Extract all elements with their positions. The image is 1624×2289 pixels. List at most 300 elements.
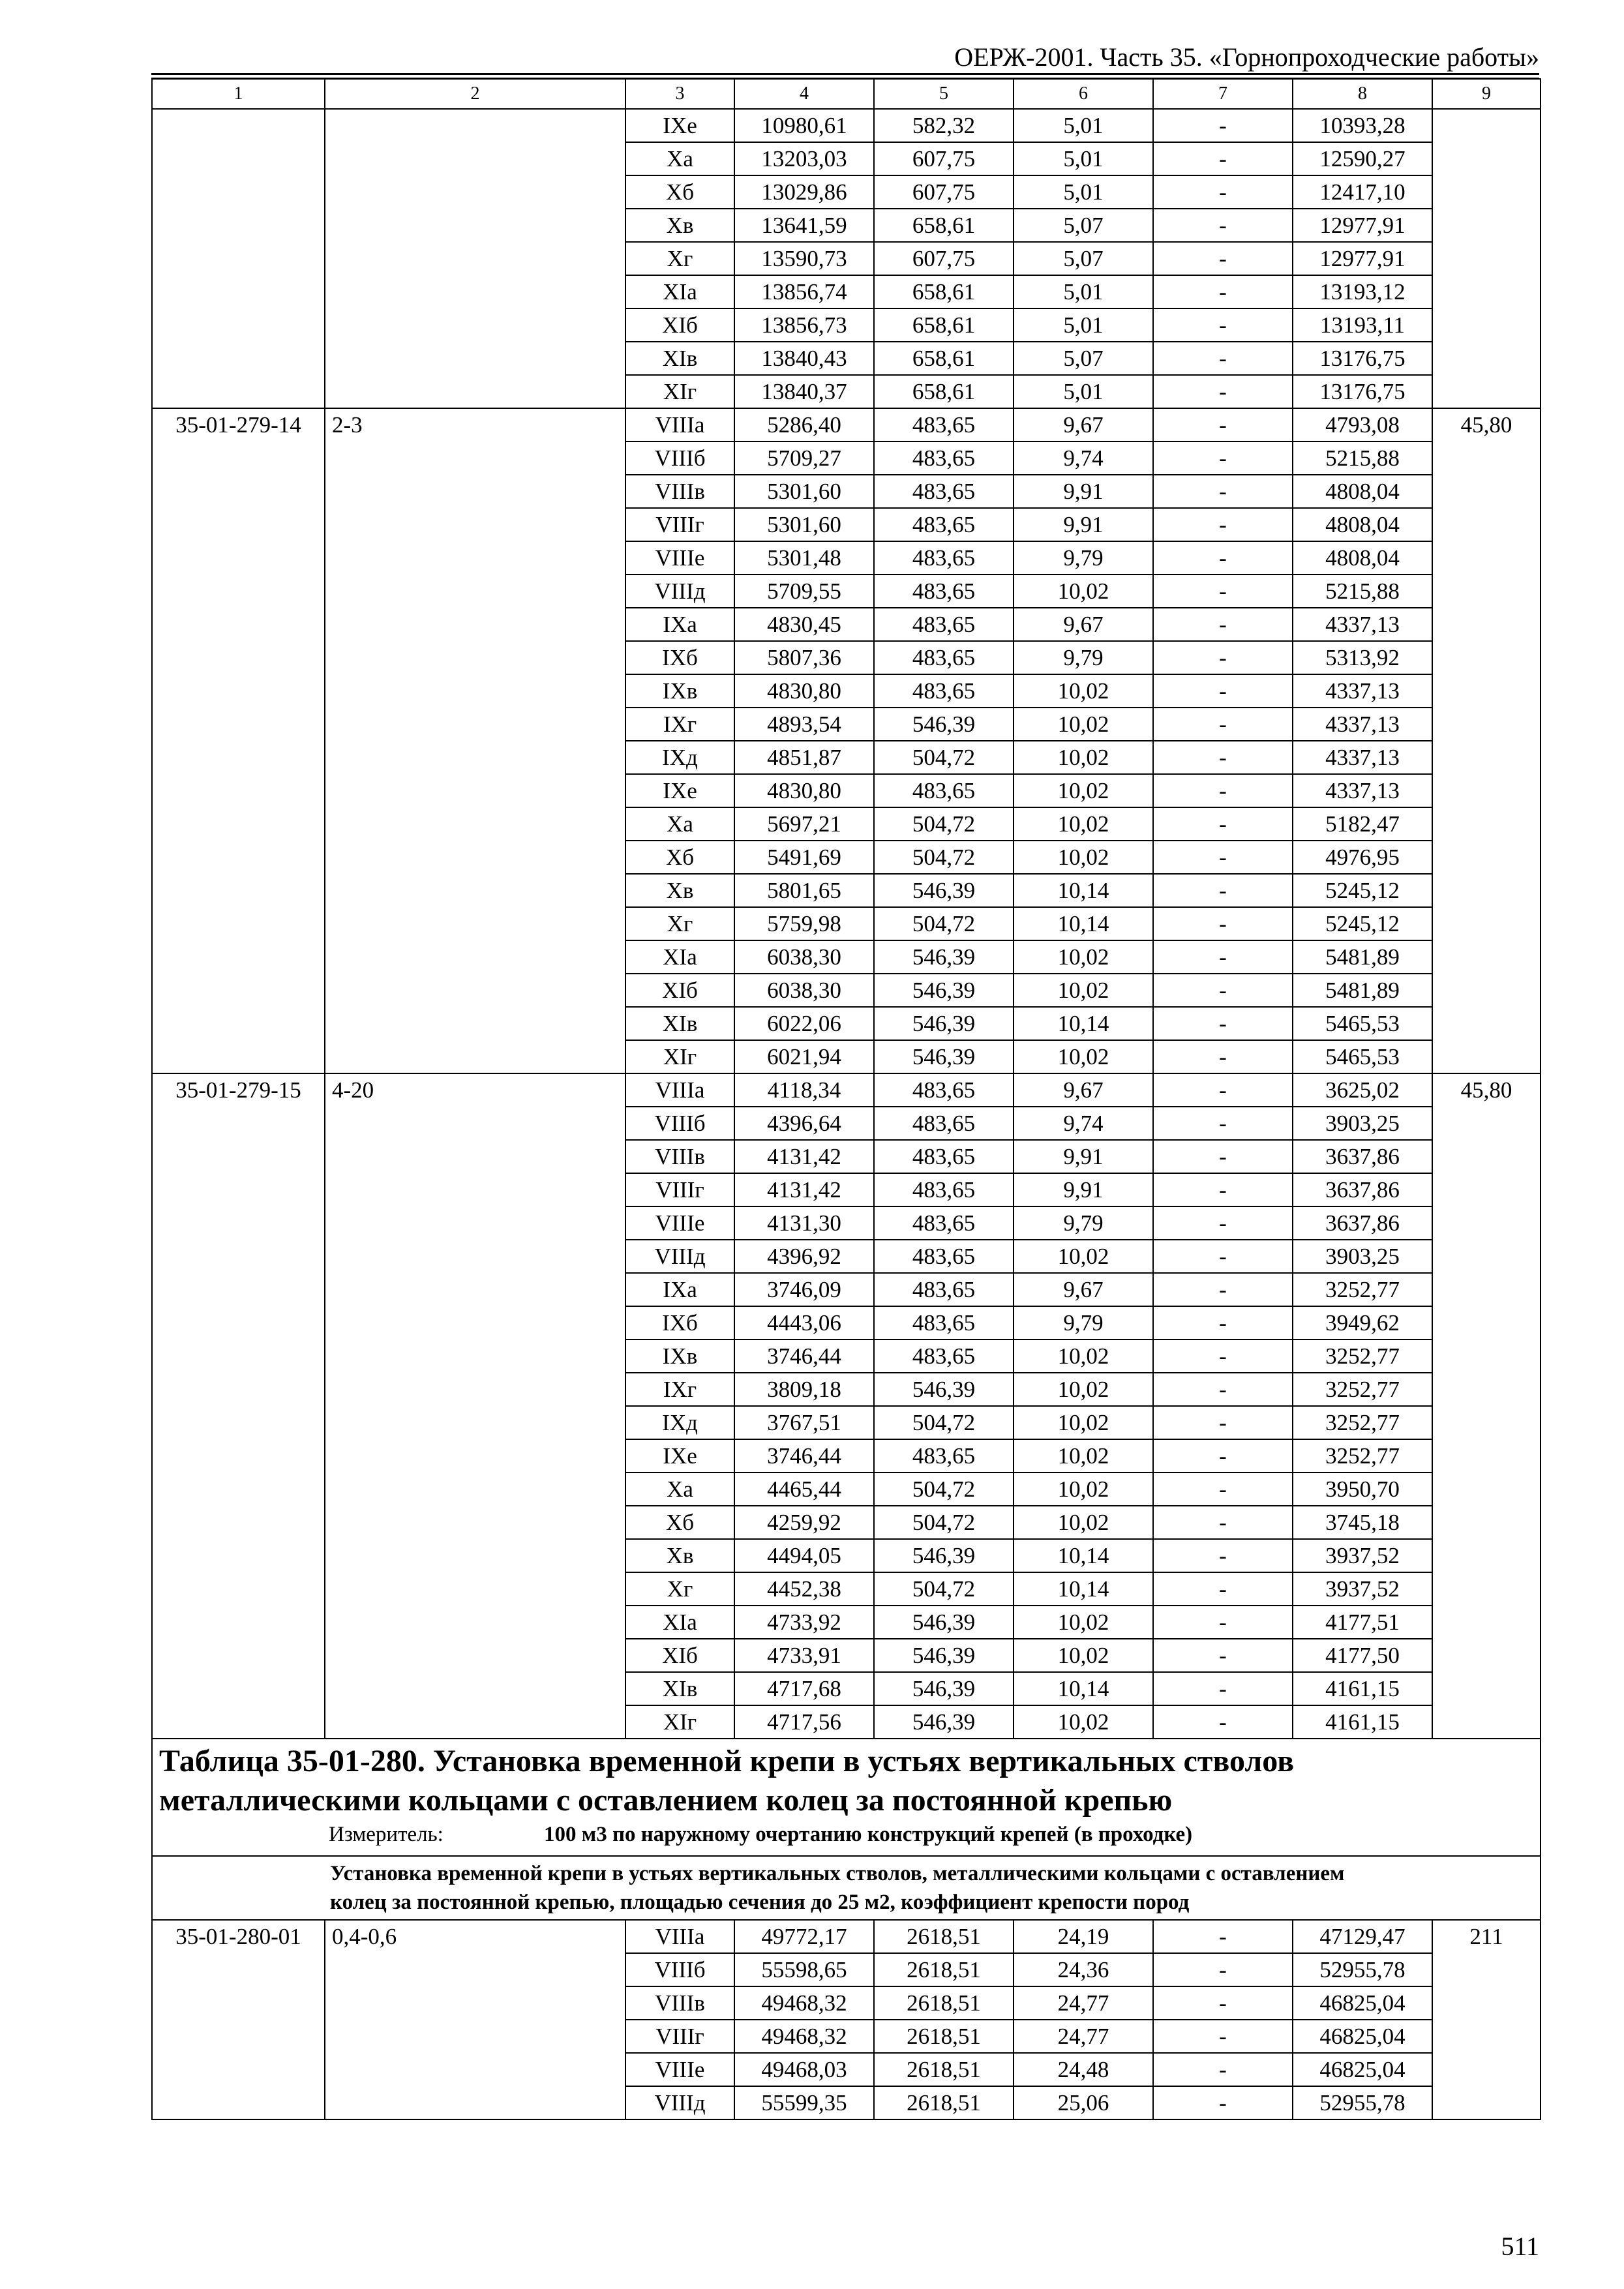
total-cost-cell: 5301,60 — [734, 508, 874, 541]
soil-group-cell: Xг — [625, 1572, 734, 1606]
soil-group-cell: XIб — [625, 1639, 734, 1672]
total-cost-cell: 5301,48 — [734, 541, 874, 575]
materials-cell: 46825,04 — [1293, 2053, 1432, 2086]
wages-cell: 504,72 — [874, 907, 1014, 940]
materials-cell: 3937,52 — [1293, 1539, 1432, 1572]
wages-cell: 546,39 — [874, 1606, 1014, 1639]
machines-cell: 9,74 — [1014, 441, 1153, 475]
subsection-header — [152, 1856, 1541, 1920]
wages-cell: 483,65 — [874, 774, 1014, 807]
drivers-wages-cell: - — [1153, 142, 1293, 175]
soil-group-cell: VIIIд — [625, 575, 734, 608]
drivers-wages-cell: - — [1153, 774, 1293, 807]
drivers-wages-cell: - — [1153, 1240, 1293, 1273]
materials-cell: 3950,70 — [1293, 1473, 1432, 1506]
soil-group-cell: XIг — [625, 1705, 734, 1739]
machines-cell: 5,07 — [1014, 209, 1153, 242]
machines-cell: 10,14 — [1014, 1672, 1153, 1705]
subsection-line-1: Установка временной крепи в устьях вертикальных стволов, металлическими кольцами с оставлением — [330, 1862, 1345, 1885]
materials-cell: 12590,27 — [1293, 142, 1432, 175]
soil-group-cell: XIа — [625, 940, 734, 974]
soil-group-cell: IXв — [625, 674, 734, 708]
machines-cell: 10,02 — [1014, 1606, 1153, 1639]
total-cost-cell: 4396,92 — [734, 1240, 874, 1273]
machines-cell: 10,02 — [1014, 1040, 1153, 1073]
drivers-wages-cell: - — [1153, 741, 1293, 774]
materials-cell: 5465,53 — [1293, 1007, 1432, 1040]
wages-cell: 504,72 — [874, 1406, 1014, 1439]
column-number: 9 — [1432, 79, 1541, 109]
wages-cell: 546,39 — [874, 940, 1014, 974]
total-cost-cell: 4733,91 — [734, 1639, 874, 1672]
soil-group-cell: VIIIа — [625, 1920, 734, 1953]
materials-cell: 3903,25 — [1293, 1107, 1432, 1140]
wages-cell: 483,65 — [874, 1073, 1014, 1107]
unit-value-cell: 45,80 — [1432, 408, 1541, 1073]
drivers-wages-cell: - — [1153, 508, 1293, 541]
machines-cell: 10,02 — [1014, 1506, 1153, 1539]
soil-group-cell: VIIIе — [625, 1206, 734, 1240]
wages-cell: 504,72 — [874, 807, 1014, 841]
machines-cell: 24,48 — [1014, 2053, 1153, 2086]
machines-cell: 5,01 — [1014, 142, 1153, 175]
total-cost-cell: 6038,30 — [734, 974, 874, 1007]
hardness-range-cell — [325, 109, 625, 408]
rate-code-cell: 35-01-279-15 — [152, 1073, 325, 1739]
wages-cell: 504,72 — [874, 1506, 1014, 1539]
table-title-line-1: Таблица 35-01-280. Установка временной крепи в устьях вертикальных стволов — [159, 1744, 1295, 1778]
total-cost-cell: 13029,86 — [734, 175, 874, 209]
hardness-range-cell: 2-3 — [325, 408, 625, 1073]
drivers-wages-cell: - — [1153, 1639, 1293, 1672]
wages-cell: 546,39 — [874, 974, 1014, 1007]
total-cost-cell: 4830,80 — [734, 774, 874, 807]
materials-cell: 5313,92 — [1293, 641, 1432, 674]
wages-cell: 483,65 — [874, 1173, 1014, 1206]
drivers-wages-cell: - — [1153, 2053, 1293, 2086]
wages-cell: 546,39 — [874, 874, 1014, 907]
materials-cell: 4161,15 — [1293, 1705, 1432, 1739]
machines-cell: 10,14 — [1014, 1539, 1153, 1572]
soil-group-cell: IXд — [625, 741, 734, 774]
soil-group-cell: VIIIд — [625, 1240, 734, 1273]
wages-cell: 546,39 — [874, 1007, 1014, 1040]
subsection-row — [152, 1856, 1541, 1920]
materials-cell: 4793,08 — [1293, 408, 1432, 441]
total-cost-cell: 55599,35 — [734, 2086, 874, 2119]
machines-cell: 5,01 — [1014, 275, 1153, 308]
soil-group-cell: VIIIе — [625, 541, 734, 575]
total-cost-cell: 13856,74 — [734, 275, 874, 308]
materials-cell: 4337,13 — [1293, 708, 1432, 741]
machines-cell: 10,02 — [1014, 575, 1153, 608]
soil-group-cell: IXб — [625, 1306, 734, 1339]
wages-cell: 483,65 — [874, 1306, 1014, 1339]
wages-cell: 2618,51 — [874, 2020, 1014, 2053]
drivers-wages-cell: - — [1153, 275, 1293, 308]
wages-cell: 504,72 — [874, 841, 1014, 874]
soil-group-cell: XIв — [625, 1672, 734, 1705]
total-cost-cell: 3767,51 — [734, 1406, 874, 1439]
drivers-wages-cell: - — [1153, 974, 1293, 1007]
soil-group-cell: VIIIв — [625, 1140, 734, 1173]
materials-cell: 13176,75 — [1293, 375, 1432, 408]
meter-line — [329, 1820, 1533, 1849]
soil-group-cell: Xг — [625, 907, 734, 940]
soil-group-cell: VIIIб — [625, 1107, 734, 1140]
wages-cell: 658,61 — [874, 375, 1014, 408]
column-number: 8 — [1293, 79, 1432, 109]
total-cost-cell: 4893,54 — [734, 708, 874, 741]
materials-cell: 4337,13 — [1293, 741, 1432, 774]
soil-group-cell: XIг — [625, 375, 734, 408]
wages-cell: 582,32 — [874, 109, 1014, 142]
wages-cell: 504,72 — [874, 741, 1014, 774]
materials-cell: 46825,04 — [1293, 1986, 1432, 2020]
machines-cell: 10,02 — [1014, 1406, 1153, 1439]
total-cost-cell: 4733,92 — [734, 1606, 874, 1639]
drivers-wages-cell: - — [1153, 807, 1293, 841]
machines-cell: 5,01 — [1014, 308, 1153, 342]
drivers-wages-cell: - — [1153, 575, 1293, 608]
drivers-wages-cell: - — [1153, 1073, 1293, 1107]
wages-cell: 483,65 — [874, 1206, 1014, 1240]
machines-cell: 25,06 — [1014, 2086, 1153, 2119]
total-cost-cell: 4131,42 — [734, 1173, 874, 1206]
total-cost-cell: 3809,18 — [734, 1373, 874, 1406]
soil-group-cell: IXг — [625, 1373, 734, 1406]
total-cost-cell: 5807,36 — [734, 641, 874, 674]
soil-group-cell: VIIIб — [625, 441, 734, 475]
wages-cell: 483,65 — [874, 1107, 1014, 1140]
wages-cell: 483,65 — [874, 1273, 1014, 1306]
materials-cell: 13176,75 — [1293, 342, 1432, 375]
wages-cell: 483,65 — [874, 441, 1014, 475]
soil-group-cell: VIIIа — [625, 1073, 734, 1107]
meter-value: 100 м3 по наружному очертанию конструкций крепей (в проходке) — [544, 1823, 1193, 1846]
wages-cell: 546,39 — [874, 1373, 1014, 1406]
total-cost-cell: 13840,43 — [734, 342, 874, 375]
drivers-wages-cell: - — [1153, 708, 1293, 741]
machines-cell: 5,01 — [1014, 175, 1153, 209]
wages-cell: 2618,51 — [874, 1953, 1014, 1986]
materials-cell: 4808,04 — [1293, 541, 1432, 575]
drivers-wages-cell: - — [1153, 1672, 1293, 1705]
wages-cell: 546,39 — [874, 708, 1014, 741]
total-cost-cell: 5709,27 — [734, 441, 874, 475]
drivers-wages-cell: - — [1153, 1606, 1293, 1639]
hardness-range-cell: 0,4-0,6 — [325, 1920, 625, 2119]
wages-cell: 483,65 — [874, 1439, 1014, 1473]
materials-cell: 3937,52 — [1293, 1572, 1432, 1606]
wages-cell: 2618,51 — [874, 2053, 1014, 2086]
machines-cell: 10,14 — [1014, 874, 1153, 907]
drivers-wages-cell: - — [1153, 1140, 1293, 1173]
machines-cell: 10,02 — [1014, 807, 1153, 841]
materials-cell: 52955,78 — [1293, 2086, 1432, 2119]
total-cost-cell: 4465,44 — [734, 1473, 874, 1506]
machines-cell: 24,19 — [1014, 1920, 1153, 1953]
total-cost-cell: 4131,30 — [734, 1206, 874, 1240]
drivers-wages-cell: - — [1153, 940, 1293, 974]
drivers-wages-cell: - — [1153, 1007, 1293, 1040]
total-cost-cell: 49468,32 — [734, 2020, 874, 2053]
machines-cell: 10,02 — [1014, 1439, 1153, 1473]
machines-cell: 9,91 — [1014, 475, 1153, 508]
wages-cell: 607,75 — [874, 175, 1014, 209]
machines-cell: 9,91 — [1014, 508, 1153, 541]
materials-cell: 52955,78 — [1293, 1953, 1432, 1986]
materials-cell: 5245,12 — [1293, 874, 1432, 907]
wages-cell: 483,65 — [874, 508, 1014, 541]
soil-group-cell: VIIIд — [625, 2086, 734, 2119]
total-cost-cell: 4830,80 — [734, 674, 874, 708]
drivers-wages-cell: - — [1153, 1273, 1293, 1306]
header-rule — [151, 73, 1539, 78]
materials-cell: 4808,04 — [1293, 475, 1432, 508]
machines-cell: 9,79 — [1014, 641, 1153, 674]
materials-cell: 5182,47 — [1293, 807, 1432, 841]
machines-cell: 10,02 — [1014, 1639, 1153, 1672]
wages-cell: 2618,51 — [874, 1986, 1014, 2020]
wages-cell: 607,75 — [874, 142, 1014, 175]
wages-cell: 483,65 — [874, 608, 1014, 641]
machines-cell: 9,91 — [1014, 1173, 1153, 1206]
column-number: 3 — [625, 79, 734, 109]
subsection-line-2: колец за постоянной крепью, площадью сечения до 25 м2, коэффициент крепости пород — [330, 1891, 1190, 1914]
drivers-wages-cell: - — [1153, 1306, 1293, 1339]
materials-cell: 47129,47 — [1293, 1920, 1432, 1953]
soil-group-cell: VIIIа — [625, 408, 734, 441]
materials-cell: 5215,88 — [1293, 441, 1432, 475]
total-cost-cell: 49468,32 — [734, 1986, 874, 2020]
materials-cell: 4337,13 — [1293, 608, 1432, 641]
column-number: 6 — [1014, 79, 1153, 109]
drivers-wages-cell: - — [1153, 1986, 1293, 2020]
machines-cell: 10,02 — [1014, 774, 1153, 807]
total-cost-cell: 49772,17 — [734, 1920, 874, 1953]
unit-value-cell: 211 — [1432, 1920, 1541, 2119]
drivers-wages-cell: - — [1153, 1206, 1293, 1240]
total-cost-cell: 5491,69 — [734, 841, 874, 874]
drivers-wages-cell: - — [1153, 109, 1293, 142]
machines-cell: 10,02 — [1014, 1339, 1153, 1373]
drivers-wages-cell: - — [1153, 408, 1293, 441]
materials-cell: 4337,13 — [1293, 774, 1432, 807]
drivers-wages-cell: - — [1153, 242, 1293, 275]
total-cost-cell: 3746,44 — [734, 1439, 874, 1473]
materials-cell: 10393,28 — [1293, 109, 1432, 142]
drivers-wages-cell: - — [1153, 1439, 1293, 1473]
soil-group-cell: XIг — [625, 1040, 734, 1073]
materials-cell: 12977,91 — [1293, 242, 1432, 275]
soil-group-cell: VIIIв — [625, 475, 734, 508]
drivers-wages-cell: - — [1153, 308, 1293, 342]
drivers-wages-cell: - — [1153, 1473, 1293, 1506]
total-cost-cell: 4717,56 — [734, 1705, 874, 1739]
wages-cell: 483,65 — [874, 475, 1014, 508]
soil-group-cell: Xв — [625, 874, 734, 907]
total-cost-cell: 3746,44 — [734, 1339, 874, 1373]
meter-label: Измеритель: — [329, 1823, 444, 1846]
total-cost-cell: 6038,30 — [734, 940, 874, 974]
drivers-wages-cell: - — [1153, 608, 1293, 641]
wages-cell: 504,72 — [874, 1473, 1014, 1506]
machines-cell: 24,36 — [1014, 1953, 1153, 1986]
materials-cell: 3252,77 — [1293, 1406, 1432, 1439]
column-number: 1 — [152, 79, 325, 109]
wages-cell: 607,75 — [874, 242, 1014, 275]
wages-cell: 483,65 — [874, 674, 1014, 708]
machines-cell: 24,77 — [1014, 1986, 1153, 2020]
total-cost-cell: 13590,73 — [734, 242, 874, 275]
materials-cell: 3252,77 — [1293, 1339, 1432, 1373]
soil-group-cell: Xа — [625, 807, 734, 841]
total-cost-cell: 4717,68 — [734, 1672, 874, 1705]
drivers-wages-cell: - — [1153, 1173, 1293, 1206]
materials-cell: 3637,86 — [1293, 1206, 1432, 1240]
table-row — [152, 1920, 1541, 1953]
table-row — [152, 408, 1541, 441]
rate-code-cell — [152, 109, 325, 408]
soil-group-cell: VIIIг — [625, 1173, 734, 1206]
materials-cell: 5215,88 — [1293, 575, 1432, 608]
wages-cell: 504,72 — [874, 1572, 1014, 1606]
total-cost-cell: 5301,60 — [734, 475, 874, 508]
soil-group-cell: VIIIг — [625, 2020, 734, 2053]
drivers-wages-cell: - — [1153, 541, 1293, 575]
machines-cell: 5,07 — [1014, 242, 1153, 275]
unit-value-cell: 45,80 — [1432, 1073, 1541, 1739]
wages-cell: 2618,51 — [874, 1920, 1014, 1953]
drivers-wages-cell: - — [1153, 375, 1293, 408]
materials-cell: 3637,86 — [1293, 1173, 1432, 1206]
drivers-wages-cell: - — [1153, 342, 1293, 375]
soil-group-cell: VIIIв — [625, 1986, 734, 2020]
total-cost-cell: 4443,06 — [734, 1306, 874, 1339]
soil-group-cell: XIб — [625, 974, 734, 1007]
materials-cell: 13193,12 — [1293, 275, 1432, 308]
soil-group-cell: XIа — [625, 1606, 734, 1639]
machines-cell: 10,02 — [1014, 940, 1153, 974]
rate-code-cell: 35-01-280-01 — [152, 1920, 325, 2119]
machines-cell: 10,02 — [1014, 674, 1153, 708]
soil-group-cell: IXд — [625, 1406, 734, 1439]
wages-cell: 483,65 — [874, 575, 1014, 608]
total-cost-cell: 5709,55 — [734, 575, 874, 608]
drivers-wages-cell: - — [1153, 475, 1293, 508]
wages-cell: 2618,51 — [874, 2086, 1014, 2119]
materials-cell: 3745,18 — [1293, 1506, 1432, 1539]
column-number-row — [152, 79, 1541, 109]
section-title-row — [152, 1739, 1541, 1856]
soil-group-cell: IXе — [625, 109, 734, 142]
materials-cell: 5245,12 — [1293, 907, 1432, 940]
machines-cell: 5,01 — [1014, 375, 1153, 408]
materials-cell: 4177,51 — [1293, 1606, 1432, 1639]
drivers-wages-cell: - — [1153, 2086, 1293, 2119]
total-cost-cell: 4830,45 — [734, 608, 874, 641]
wages-cell: 483,65 — [874, 541, 1014, 575]
total-cost-cell: 4118,34 — [734, 1073, 874, 1107]
drivers-wages-cell: - — [1153, 1539, 1293, 1572]
total-cost-cell: 4396,64 — [734, 1107, 874, 1140]
wages-cell: 546,39 — [874, 1040, 1014, 1073]
machines-cell: 10,02 — [1014, 974, 1153, 1007]
materials-cell: 3903,25 — [1293, 1240, 1432, 1273]
machines-cell: 10,02 — [1014, 1373, 1153, 1406]
machines-cell: 9,79 — [1014, 1306, 1153, 1339]
table-title-line-2: металлическими кольцами с оставлением колец за постоянной крепью — [159, 1783, 1173, 1818]
materials-cell: 3252,77 — [1293, 1373, 1432, 1406]
materials-cell: 3625,02 — [1293, 1073, 1432, 1107]
table-row — [152, 109, 1541, 142]
machines-cell: 9,67 — [1014, 1073, 1153, 1107]
machines-cell: 9,79 — [1014, 541, 1153, 575]
machines-cell: 10,02 — [1014, 841, 1153, 874]
drivers-wages-cell: - — [1153, 841, 1293, 874]
total-cost-cell: 6021,94 — [734, 1040, 874, 1073]
soil-group-cell: XIв — [625, 342, 734, 375]
soil-group-cell: Xв — [625, 209, 734, 242]
machines-cell: 10,14 — [1014, 907, 1153, 940]
drivers-wages-cell: - — [1153, 1107, 1293, 1140]
wages-cell: 483,65 — [874, 1140, 1014, 1173]
table-row — [152, 1073, 1541, 1107]
drivers-wages-cell: - — [1153, 1920, 1293, 1953]
machines-cell: 10,02 — [1014, 1705, 1153, 1739]
total-cost-cell: 55598,65 — [734, 1953, 874, 1986]
drivers-wages-cell: - — [1153, 641, 1293, 674]
materials-cell: 12417,10 — [1293, 175, 1432, 209]
soil-group-cell: IXа — [625, 1273, 734, 1306]
drivers-wages-cell: - — [1153, 1040, 1293, 1073]
page-header: ОЕРЖ-2001. Часть 35. «Горнопроходческие работы» — [954, 42, 1539, 72]
drivers-wages-cell: - — [1153, 1705, 1293, 1739]
wages-cell: 658,61 — [874, 308, 1014, 342]
soil-group-cell: Xа — [625, 1473, 734, 1506]
soil-group-cell: Xб — [625, 175, 734, 209]
rates-table — [151, 78, 1541, 2120]
wages-cell: 483,65 — [874, 1339, 1014, 1373]
total-cost-cell: 5759,98 — [734, 907, 874, 940]
total-cost-cell: 4494,05 — [734, 1539, 874, 1572]
total-cost-cell: 3746,09 — [734, 1273, 874, 1306]
materials-cell: 3252,77 — [1293, 1439, 1432, 1473]
machines-cell: 5,07 — [1014, 342, 1153, 375]
total-cost-cell: 10980,61 — [734, 109, 874, 142]
machines-cell: 10,02 — [1014, 741, 1153, 774]
drivers-wages-cell: - — [1153, 1373, 1293, 1406]
materials-cell: 3637,86 — [1293, 1140, 1432, 1173]
machines-cell: 9,79 — [1014, 1206, 1153, 1240]
materials-cell: 5465,53 — [1293, 1040, 1432, 1073]
soil-group-cell: IXа — [625, 608, 734, 641]
soil-group-cell: Xа — [625, 142, 734, 175]
machines-cell: 9,74 — [1014, 1107, 1153, 1140]
drivers-wages-cell: - — [1153, 1506, 1293, 1539]
machines-cell: 10,02 — [1014, 708, 1153, 741]
materials-cell: 46825,04 — [1293, 2020, 1432, 2053]
machines-cell: 10,02 — [1014, 1473, 1153, 1506]
wages-cell: 546,39 — [874, 1705, 1014, 1739]
total-cost-cell: 4452,38 — [734, 1572, 874, 1606]
column-number: 5 — [874, 79, 1014, 109]
total-cost-cell: 13641,59 — [734, 209, 874, 242]
drivers-wages-cell: - — [1153, 441, 1293, 475]
materials-cell: 3252,77 — [1293, 1273, 1432, 1306]
soil-group-cell: VIIIб — [625, 1953, 734, 1986]
